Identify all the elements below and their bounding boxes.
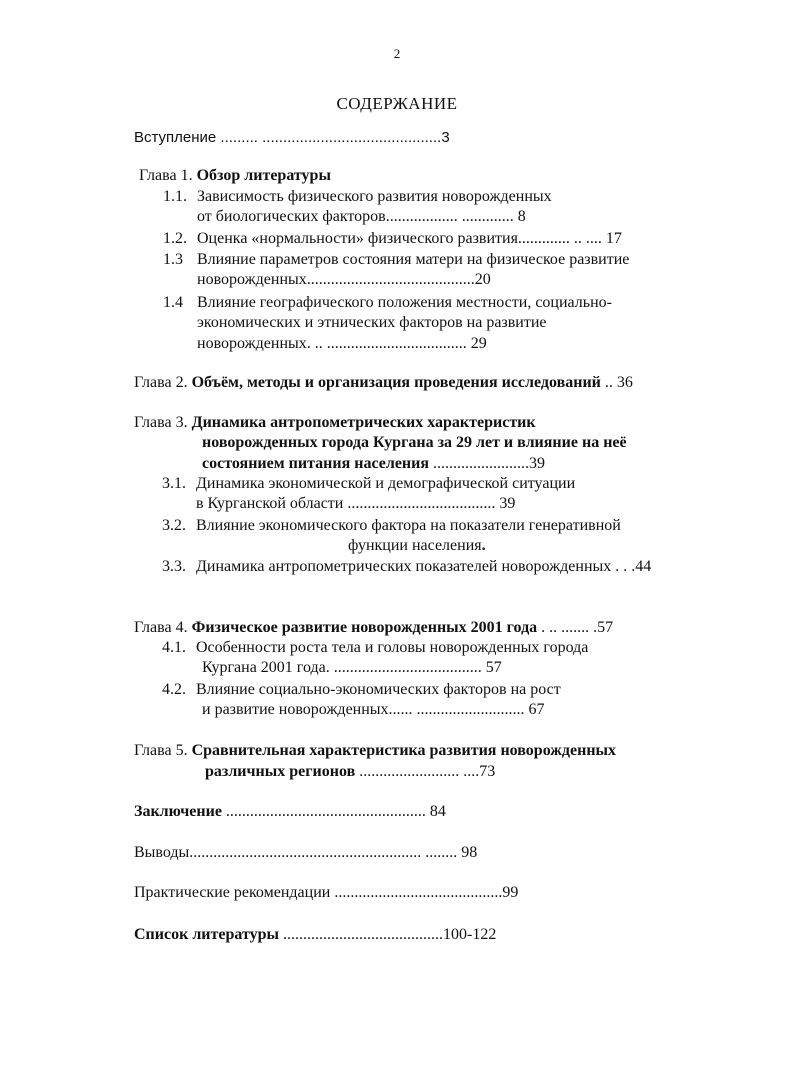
- toc-section-4-1: [162, 638, 588, 658]
- section-number: 3.1.: [162, 475, 186, 492]
- toc-label: Заключение: [134, 803, 222, 820]
- chapter-title-cont: состоянием питания населения: [202, 455, 430, 472]
- toc-page: ......................... ....73: [355, 763, 496, 780]
- section-title-cont: функции населения: [348, 537, 482, 554]
- toc-chapter-4: [134, 618, 613, 638]
- toc-section-3-1-cont: в Курганской области ..................................... 39: [196, 495, 516, 512]
- section-title: Динамика экономической и демографической ситуации: [196, 475, 576, 492]
- toc-chapter-1: [139, 166, 331, 186]
- toc-chapter-3: [134, 413, 536, 433]
- chapter-title: Физическое развитие новорожденных 2001 года: [191, 619, 538, 636]
- toc-section-1-1-cont: от биологических факторов.................. ............. 8: [197, 208, 526, 225]
- chapter-title: Объём, методы и организация проведения исследований: [191, 374, 601, 391]
- toc-chapter-5: [134, 741, 616, 761]
- chapter-prefix: Глава 3.: [134, 414, 192, 431]
- section-number: 1.4: [163, 294, 183, 311]
- toc-leader: .......................................................... ........ 98: [189, 844, 478, 861]
- toc-chapter-5-cont: [205, 762, 495, 782]
- page-number: 2: [393, 46, 401, 61]
- section-number: 3.3.: [162, 558, 186, 575]
- toc-section-1-3-cont: новорожденных..........................................20: [197, 271, 491, 288]
- chapter-prefix: Глава 2.: [134, 374, 192, 391]
- toc-entry-intro: [134, 128, 450, 148]
- toc-page: . .. ....... .57: [537, 619, 614, 636]
- toc-section-4-1-cont: Кургана 2001 года. ..................................... 57: [202, 659, 502, 676]
- chapter-prefix: Глава 5.: [134, 742, 192, 759]
- toc-page: ........................39: [429, 455, 546, 472]
- toc-entry-findings: [134, 843, 477, 863]
- section-title: Оценка «нормальности» физического развития............. .. .... 17: [197, 230, 622, 247]
- section-number: 1.3: [163, 251, 183, 268]
- toc-chapter-3-cont: новорожденных города Кургана за 29 лет и влияние на неё: [202, 434, 627, 451]
- section-number: 4.1.: [162, 639, 186, 656]
- section-title: Динамика антропометрических показателей новорожденных . . .44: [196, 558, 652, 575]
- section-title: Влияние экономического фактора на показатели генеративной: [196, 517, 621, 534]
- chapter-title: Динамика антропометрических характеристик: [191, 414, 536, 431]
- section-title: Влияние географического положения местности, социально-: [197, 294, 612, 311]
- section-number: 3.2.: [162, 517, 186, 534]
- toc-section-4-2-cont: и развитие новорожденных...... ........................... 67: [202, 701, 545, 718]
- toc-section-3-2: [162, 516, 621, 536]
- toc-entry-conclusion: [134, 802, 446, 822]
- toc-page: .3: [437, 129, 450, 146]
- section-number: 1.1.: [163, 188, 187, 205]
- section-title: Особенности роста тела и головы новорожденных города: [196, 639, 589, 656]
- toc-section-4-2: [162, 680, 561, 700]
- toc-section-1-1: [163, 187, 552, 207]
- toc-section-3-2-cont: функции населения.: [348, 537, 486, 554]
- chapter-prefix: Глава 4.: [134, 619, 192, 636]
- toc-chapter-3-cont2: [202, 454, 545, 474]
- toc-section-1-3: [163, 250, 629, 270]
- section-number: 1.2.: [163, 230, 187, 247]
- toc-label: Практические рекомендации: [134, 884, 331, 901]
- chapter-prefix: Глава 1.: [139, 167, 197, 184]
- toc-label: Выводы: [134, 844, 190, 861]
- toc-label: Список литературы: [134, 926, 279, 943]
- toc-entry-bibliography: [134, 925, 496, 945]
- toc-section-3-1: [162, 474, 575, 494]
- toc-section-1-4-cont2: новорожденных. .. ................................... 29: [197, 335, 487, 352]
- toc-leader: .................................................. 84: [221, 803, 446, 820]
- toc-chapter-2: [134, 373, 633, 393]
- section-title: Зависимость физического развития новорожденных: [197, 188, 552, 205]
- toc-page: .. 36: [600, 374, 633, 391]
- toc-leader: ..........................................99: [330, 884, 519, 901]
- chapter-title: Обзор литературы: [196, 167, 331, 184]
- toc-leader: ......... ..........................................: [216, 129, 438, 146]
- toc-section-1-2: [163, 229, 622, 249]
- toc-section-3-3: [162, 557, 651, 577]
- section-title: Влияние параметров состояния матери на физическое развитие: [197, 251, 630, 268]
- toc-section-1-4-cont: экономических и этнических факторов на развитие: [197, 314, 547, 331]
- toc-label: Вступление: [134, 129, 217, 146]
- toc-entry-recommendations: [134, 883, 518, 903]
- toc-section-1-4: [163, 293, 612, 313]
- chapter-title-cont: различных регионов: [205, 763, 356, 780]
- page-title: СОДЕРЖАНИЕ: [336, 94, 458, 113]
- section-title: Влияние социально-экономических факторов на рост: [196, 681, 561, 698]
- section-number: 4.2.: [162, 681, 186, 698]
- chapter-title: Сравнительная характеристика развития новорожденных: [191, 742, 617, 759]
- toc-leader: ........................................100-122: [279, 926, 497, 943]
